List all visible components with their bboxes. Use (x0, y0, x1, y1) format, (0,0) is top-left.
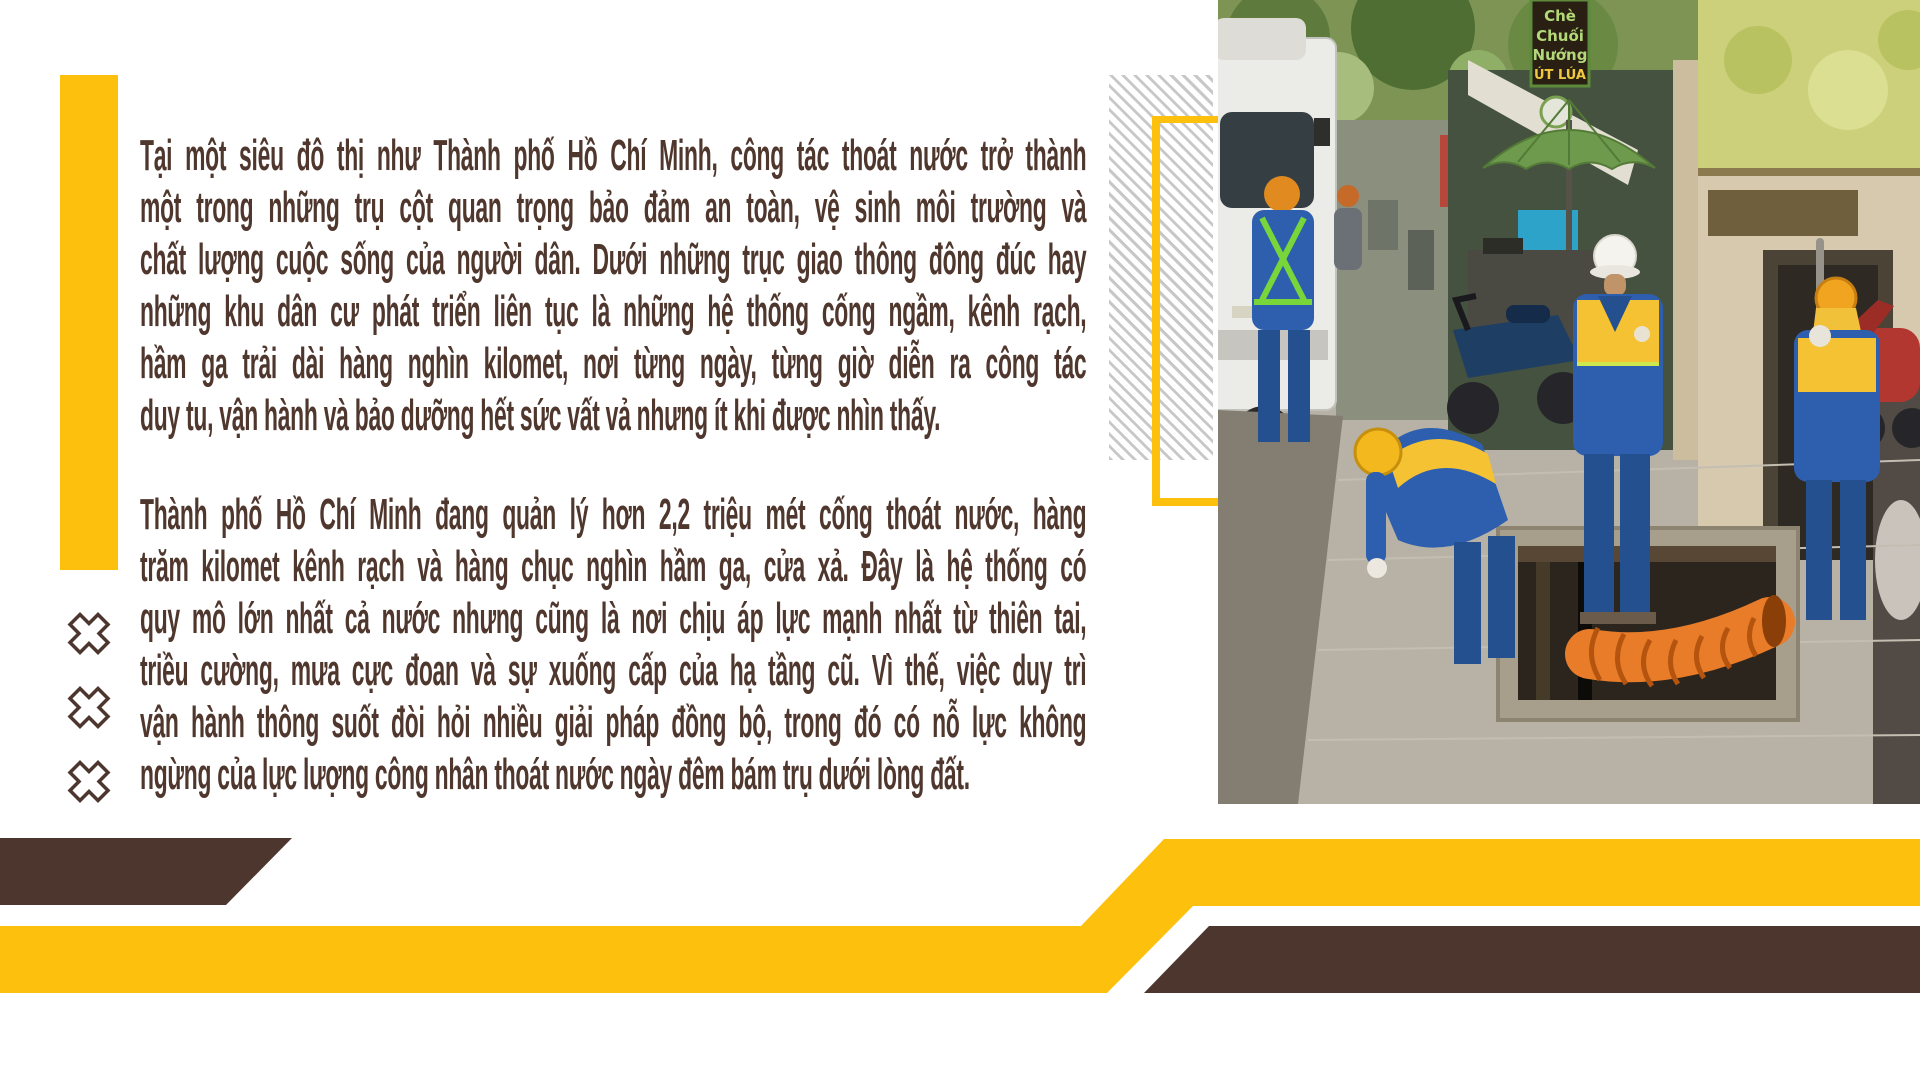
x-decoration-icon (60, 751, 118, 812)
news-photo (1218, 0, 1920, 804)
yellow-frame-decoration (1152, 116, 1219, 506)
text-line: Tại một siêu đô thị như Thành phố Hồ Chí Minh, công tác thoát nước trở thành (140, 131, 1087, 180)
brown-parallelogram-decoration (0, 838, 292, 905)
paragraph-1 (140, 130, 1086, 442)
text-line: vận hành thông suốt đòi hỏi nhiều giải pháp đồng bộ, trong đó có nỗ lực không (140, 698, 1087, 747)
text-line: Thành phố Hồ Chí Minh đang quản lý hơn 2,2 triệu mét cống thoát nước, hàng (140, 490, 1087, 539)
bystander-figure (1334, 185, 1362, 270)
brown-band-decoration (1144, 926, 1920, 993)
text-line: quy mô lớn nhất cả nước nhưng cũng là nơi chịu áp lực mạnh nhất từ thiên tai, (140, 594, 1087, 643)
text-line: một trong những trụ cột quan trọng bảo đảm an toàn, vệ sinh môi trường và (140, 183, 1087, 232)
paragraph-2 (140, 489, 1086, 801)
x-decoration-icon (60, 677, 118, 738)
text-line: những khu dân cư phát triển liên tục là những hệ thống cống ngầm, kênh rạch, (140, 287, 1087, 336)
x-decoration-column (60, 603, 118, 825)
shop-sign-line1: Chè (1544, 7, 1576, 25)
shop-sign-line2: Chuối (1536, 27, 1584, 45)
article-body (140, 130, 1086, 801)
x-decoration-icon (60, 603, 118, 664)
text-line: ngừng của lực lượng công nhân thoát nước ngày đêm bám trụ dưới lòng đất. (140, 750, 970, 799)
shop-sign-line3: Nướng (1532, 46, 1588, 64)
shop-sign-line4: ÚT LÚA (1534, 68, 1586, 83)
text-line: trăm kilomet kênh rạch và hàng chục nghìn hầm ga, cửa xả. Đây là hệ thống có (140, 542, 1087, 591)
text-line: duy tu, vận hành và bảo dưỡng hết sức vất vả nhưng ít khi được nhìn thấy. (140, 391, 941, 440)
text-line: chất lượng cuộc sống của người dân. Dưới những trục giao thông đông đúc hay (140, 235, 1087, 284)
text-line: triều cường, mưa cực đoan và sự xuống cấp của hạ tầng cũ. Vì thế, việc duy trì (140, 646, 1087, 695)
yellow-accent-bar (60, 75, 118, 570)
text-line: hầm ga trải dài hàng nghìn kilomet, nơi từng ngày, từng giờ diễn ra công tác (140, 339, 1087, 388)
photo-street-scene (1218, 0, 1920, 804)
